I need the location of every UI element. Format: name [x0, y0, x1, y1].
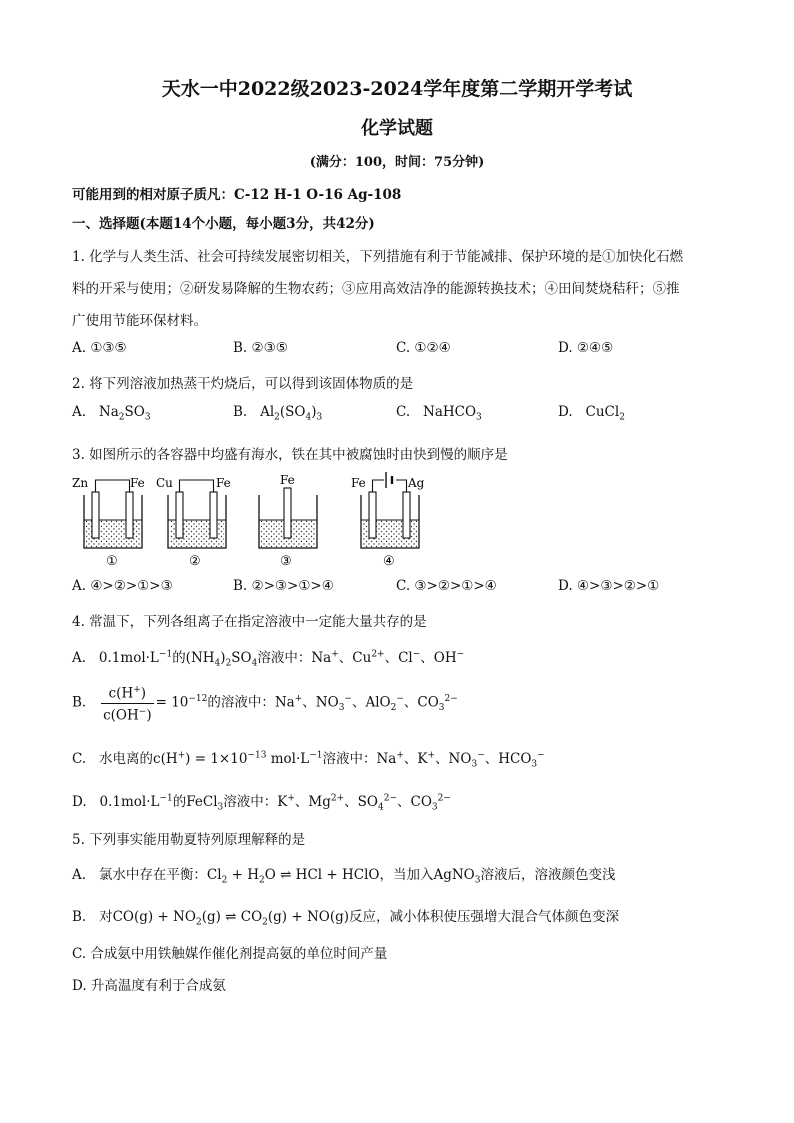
q1-option-a[interactable]: A. ①③⑤ — [72, 340, 127, 356]
cell-4-wire-right — [396, 480, 407, 492]
q3-option-d[interactable]: D. ④>③>②>① — [558, 578, 660, 594]
q4-d-10: 4 — [378, 802, 384, 813]
atomic-masses-line: 可能用到的相对原子质凡：C-12 H-1 O-16 Ag-108 — [72, 187, 402, 203]
q4-b-10: − — [396, 694, 404, 704]
cell-1-fe-electrode — [126, 492, 133, 538]
q4-b-9: 2 — [390, 703, 397, 714]
q4-b-label: B. — [72, 694, 87, 711]
q4-a-7: SO — [231, 650, 252, 666]
cell-4 — [351, 472, 425, 569]
q5-a-7: 溶液后，溶液颜色变浅 — [480, 867, 616, 883]
q4-a-2: −1 — [158, 649, 173, 660]
q2-option-d-label: D. — [558, 404, 573, 420]
q5-a-5: O ⇌ HCl + HClO，当加入AgNO — [264, 867, 475, 883]
q5-a-3: + H — [227, 867, 259, 883]
q2-b-f6: 3 — [316, 412, 323, 423]
q4-a-5: ) — [220, 650, 226, 666]
q4-c-4: ) = 1×10 — [185, 751, 248, 767]
q4-c-5: −13 — [247, 750, 267, 761]
q4-b-2: −12 — [188, 694, 208, 704]
q5-option-d[interactable]: D. 升高温度有利于合成氨 — [72, 978, 226, 994]
q4-c-16: 3 — [531, 759, 538, 770]
q1-line-1: 1. 化学与人类生活、社会可持续发展密切相关，下列措施有利于节能减排、保护环境的是①加快化石燃 — [72, 249, 684, 265]
q4-c-13: 3 — [471, 759, 478, 770]
q4-d-14: 2− — [437, 793, 451, 804]
q4-b-3: 的溶液中：Na — [207, 694, 295, 711]
q3-option-b[interactable]: B. ②>③>①>④ — [233, 578, 334, 594]
q4-c-label: C. — [72, 751, 87, 767]
q2-option-c-label: C. — [396, 404, 411, 420]
q3-option-a[interactable]: A. ④>②>①>③ — [72, 578, 173, 594]
q2-c-f1: NaHCO — [423, 404, 477, 420]
q5-option-a[interactable] — [72, 863, 616, 886]
q4-option-d[interactable] — [72, 790, 451, 813]
q2-option-c-formula — [423, 404, 482, 423]
q4-c-15: 、HCO — [484, 751, 532, 767]
q2-c-f2: 3 — [476, 412, 482, 423]
cell-1-zn-label: Zn — [72, 476, 89, 490]
q1-line-2: 料的开采与使用；②研发易降解的生物农药；③应用高效洁净的能源转换技术；④田间焚烧秸秆；⑤推 — [72, 281, 680, 297]
q4-a-label: A. — [72, 650, 87, 666]
q3-option-c[interactable]: C. ③>②>①>④ — [396, 578, 497, 594]
q4-option-c[interactable] — [72, 747, 545, 770]
q4-d-label: D. — [72, 794, 87, 810]
cell-2-cu-electrode — [176, 492, 183, 538]
q5-a-label: A. — [72, 867, 87, 883]
q4-b-7: − — [344, 694, 352, 704]
q5-a-1: 氯水中存在平衡：Cl — [98, 867, 222, 883]
q2-stem: 2. 将下列溶液加热蒸干灼烧后，可以得到该固体物质的是 — [72, 376, 414, 392]
cell-2-number: ② — [189, 554, 201, 569]
q4-d-8: 2+ — [330, 793, 345, 804]
q4-b-11: 、CO — [403, 694, 439, 711]
q4-d-7: 、Mg — [294, 794, 331, 810]
q4-c-14: − — [477, 750, 485, 761]
q4-b-num-2: + — [133, 685, 141, 695]
q4-a-15: 、OH — [420, 650, 457, 666]
q4-a-3: 的(NH — [172, 650, 215, 666]
q4-b-1: = 10 — [155, 694, 189, 711]
q4-b-den-3: ) — [146, 707, 152, 723]
section-heading: 一、选择题(本题14个小题，每小题3分，共42分) — [72, 216, 375, 232]
cell-4-fe-electrode — [369, 492, 376, 538]
q4-a-16: − — [456, 649, 465, 660]
q2-b-f5: ) — [311, 404, 317, 420]
q4-d-13: 3 — [431, 802, 438, 813]
q4-c-11: + — [427, 750, 436, 761]
q2-b-f3: (SO — [279, 404, 306, 420]
q4-b-4: + — [294, 694, 303, 704]
q4-d-9: 、SO — [344, 794, 378, 810]
q1-option-c[interactable]: C. ①②④ — [396, 340, 451, 356]
cell-1-number: ① — [106, 554, 118, 569]
q4-b-numerator — [101, 682, 154, 704]
q4-c-1: 水电离的 — [99, 751, 154, 767]
q4-a-10: + — [331, 649, 339, 660]
q2-option-b-formula — [260, 404, 323, 423]
cell-4-wire-left — [373, 480, 385, 492]
q4-stem: 4. 常温下，下列各组离子在指定溶液中一定能大量共存的是 — [72, 614, 427, 630]
q5-a-2: 2 — [221, 875, 228, 886]
q2-b-f1: Al — [260, 404, 275, 420]
q1-option-d[interactable]: D. ②④⑤ — [558, 340, 614, 356]
cell-4-fe-label: Fe — [351, 476, 366, 490]
q4-b-num-3: ) — [140, 685, 147, 702]
q4-a-6: 2 — [225, 658, 232, 669]
q4-a-11: 、Cu — [338, 650, 372, 666]
q4-a-9: 溶液中：Na — [257, 650, 332, 666]
cell-2 — [156, 476, 231, 569]
q4-d-2: −1 — [159, 793, 173, 804]
q4-d-1: 0.1mol·L — [99, 794, 160, 810]
q4-d-12: 、CO — [397, 794, 432, 810]
q4-c-10: 、K — [403, 751, 428, 767]
q4-b-12: 3 — [438, 703, 445, 714]
score-time-line: (满分：100，时间：75分钟) — [309, 155, 485, 170]
q3-stem: 3. 如图所示的各容器中均盛有海水，铁在其中被腐蚀时由快到慢的顺序是 — [72, 447, 508, 463]
cell-3-number: ③ — [280, 554, 292, 569]
exam-subtitle: 化学试题 — [361, 118, 433, 139]
cell-3 — [259, 473, 317, 569]
cell-1-fe-label: Fe — [130, 476, 145, 490]
q2-d-f2: 2 — [619, 412, 625, 423]
corrosion-figure — [70, 470, 450, 570]
q2-option-a-formula — [98, 404, 151, 423]
cell-2-fe-label: Fe — [216, 476, 231, 490]
q2-a-f4: 3 — [144, 412, 151, 423]
q4-a-12: 2+ — [371, 649, 385, 660]
q4-b-6: 3 — [338, 703, 345, 714]
q2-a-f3: SO — [124, 404, 145, 420]
q4-b-8: 、AlO — [351, 694, 391, 711]
cell-1-wire — [96, 480, 130, 492]
q5-stem: 5. 下列事实能用勒夏特列原理解释的是 — [72, 832, 306, 848]
q4-b-denominator — [101, 704, 154, 725]
q5-b-3: (g) ⇌ CO — [201, 909, 263, 925]
q4-d-6: + — [287, 793, 295, 804]
q4-option-a[interactable] — [72, 646, 464, 669]
q4-c-2: c(H — [153, 751, 178, 767]
q4-c-12: 、NO — [435, 751, 472, 767]
q4-a-13: 、Cl — [384, 650, 413, 666]
q4-a-4: 4 — [214, 658, 221, 669]
cell-3-fe-label: Fe — [280, 473, 295, 487]
cell-3-fe-electrode — [284, 488, 291, 538]
q4-b-13: 2− — [444, 694, 458, 704]
q4-d-5: 溶液中：K — [223, 794, 288, 810]
q5-b-4: 2 — [262, 917, 268, 928]
q4-c-17: − — [537, 750, 545, 761]
q2-option-a-label: A. — [72, 404, 87, 420]
q2-a-f2: 2 — [118, 412, 125, 423]
cell-4-ag-electrode — [403, 492, 410, 538]
q2-option-b[interactable] — [233, 404, 322, 423]
q2-option-d-formula — [585, 404, 625, 423]
q4-c-3: + — [177, 750, 186, 761]
q4-b-num-1: c(H — [108, 685, 134, 702]
q4-b-fraction — [101, 682, 154, 724]
q5-a-4: 2 — [258, 875, 265, 886]
cell-2-fe-electrode — [210, 492, 217, 538]
q5-b-1: 对CO(g) + NO — [99, 909, 196, 925]
q2-option-c[interactable] — [396, 404, 482, 423]
q2-option-d[interactable] — [558, 404, 625, 423]
q4-a-14: − — [412, 649, 421, 660]
q4-a-8: 4 — [251, 658, 258, 669]
exam-title: 天水一中2022级2023-2024学年度第二学期开学考试 — [161, 78, 633, 100]
cell-2-cu-label: Cu — [156, 476, 173, 490]
q1-option-b[interactable]: B. ②③⑤ — [233, 340, 288, 356]
q4-b-den-1: c(OH — [103, 707, 139, 723]
q5-b-5: (g) + NO(g)反应，减小体积使压强增大混合气体颜色变深 — [267, 909, 620, 925]
q4-b-5: 、NO — [302, 694, 339, 711]
q4-d-4: 3 — [217, 802, 224, 813]
q4-b-den-2: − — [138, 706, 147, 717]
cell-1-zn-electrode — [92, 492, 99, 538]
cell-1 — [72, 476, 145, 569]
cell-2-wire — [180, 480, 214, 492]
q4-d-11: 2− — [383, 793, 398, 804]
q5-a-6: 3 — [474, 875, 481, 886]
cell-4-ag-label: Ag — [408, 476, 425, 490]
q2-option-b-label: B. — [233, 404, 248, 420]
q2-a-f1: Na — [98, 404, 119, 420]
q4-c-8: 溶液中：Na — [322, 751, 397, 767]
q2-d-f1: CuCl — [585, 404, 620, 420]
q4-a-1: 0.1mol·L — [98, 650, 159, 666]
q2-b-f4: 4 — [305, 412, 312, 423]
q5-option-c[interactable]: C. 合成氨中用铁触媒作催化剂提高氨的单位时间产量 — [72, 946, 388, 962]
q4-c-6: mol·L — [266, 751, 310, 767]
q4-option-b[interactable] — [72, 682, 458, 724]
q2-b-f2: 2 — [274, 412, 280, 423]
q5-option-b[interactable] — [72, 905, 619, 928]
cell-4-number: ④ — [383, 554, 395, 569]
q4-d-3: 的FeCl — [172, 794, 218, 810]
q1-line-3: 广使用节能环保材料。 — [72, 313, 207, 329]
q5-b-label: B. — [72, 909, 87, 925]
q4-c-9: + — [396, 750, 404, 761]
q2-option-a[interactable] — [72, 404, 151, 423]
q5-b-2: 2 — [195, 917, 202, 928]
q4-c-7: −1 — [309, 750, 323, 761]
